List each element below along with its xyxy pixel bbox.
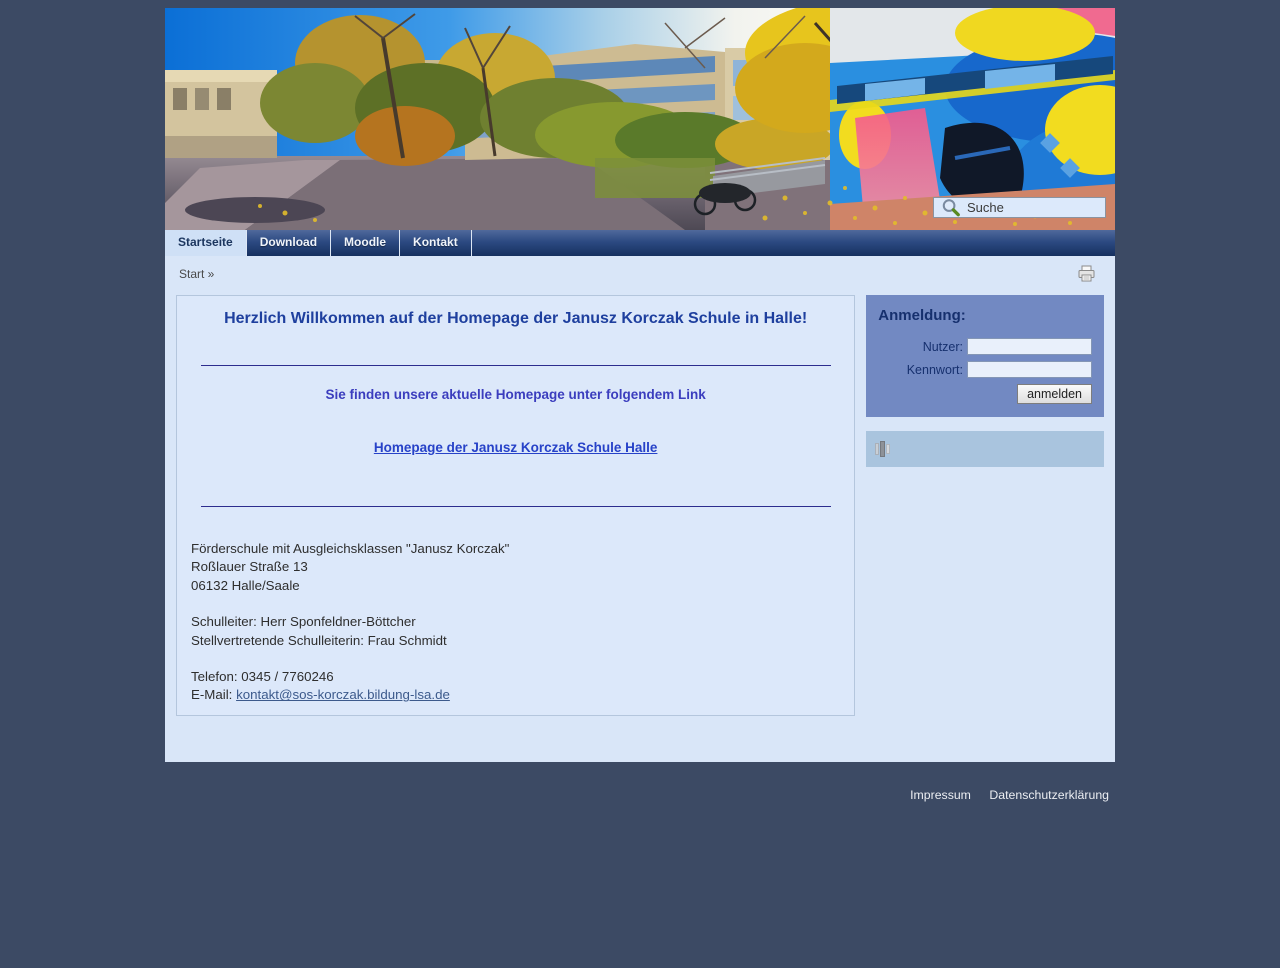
login-button-row [878,384,1092,404]
login-box [866,295,1104,417]
breadcrumb[interactable]: Start » [179,267,215,281]
email-label: E-Mail: [191,687,237,703]
page-title: Herzlich Willkommen auf der Homepage der Janusz Korczak Schule in Halle! [224,310,808,327]
print-icon [1077,265,1096,283]
sidebar [866,295,1104,467]
content-area [165,256,1115,762]
divider [201,365,831,366]
tab-startseite[interactable]: Startseite [165,230,247,256]
breadcrumb-bar [165,256,1115,290]
header-photo [165,8,1115,230]
address-line: Roßlauer Straße 13 [191,559,308,575]
contact-info [191,668,840,705]
school-address [191,540,840,595]
search-input[interactable] [965,200,1105,215]
password-input[interactable] [967,361,1092,378]
email-line [191,686,840,704]
footer-link-datenschutz[interactable]: Datenschutzerklärung [989,788,1109,802]
main-row [165,290,1115,716]
phone-line: Telefon: 0345 / 7760246 [191,669,334,685]
user-label: Nutzer: [922,339,963,354]
main-nav [165,230,1115,256]
staff-line: Schulleiter: Herr Sponfeldner-Böttcher [191,614,416,630]
sidebar-placeholder-box [866,431,1104,467]
address-line: 06132 Halle/Saale [191,577,300,593]
broken-image-icon [875,441,890,457]
login-button[interactable]: anmelden [1017,384,1092,404]
homepage-link[interactable]: Homepage der Janusz Korczak Schule Halle [373,440,658,455]
tab-download[interactable]: Download [247,230,331,256]
staff-info [191,613,840,650]
user-row [878,338,1092,355]
staff-line: Stellvertretende Schulleiterin: Frau Schmidt [191,632,447,648]
welcome-panel [176,295,855,716]
address-line: Förderschule mit Ausgleichsklassen "Janusz Korczak" [191,541,510,556]
footer [165,762,1115,804]
tab-kontakt[interactable]: Kontakt [400,230,472,256]
password-row [878,361,1092,378]
search-icon [937,198,965,217]
print-button[interactable] [1077,265,1096,283]
page-container [165,8,1115,762]
login-heading: Anmeldung: [878,307,966,324]
password-label: Kennwort: [906,362,963,377]
footer-link-impressum[interactable]: Impressum [910,788,971,802]
user-input[interactable] [967,338,1092,355]
divider [201,506,831,507]
search-box [933,197,1106,218]
tab-moodle[interactable]: Moodle [331,230,400,256]
intro-text: Sie finden unsere aktuelle Homepage unter folgendem Link [325,387,706,402]
homepage-link-row [191,440,840,455]
email-link[interactable]: kontakt@sos-korczak.bildung-lsa.de [236,687,450,703]
